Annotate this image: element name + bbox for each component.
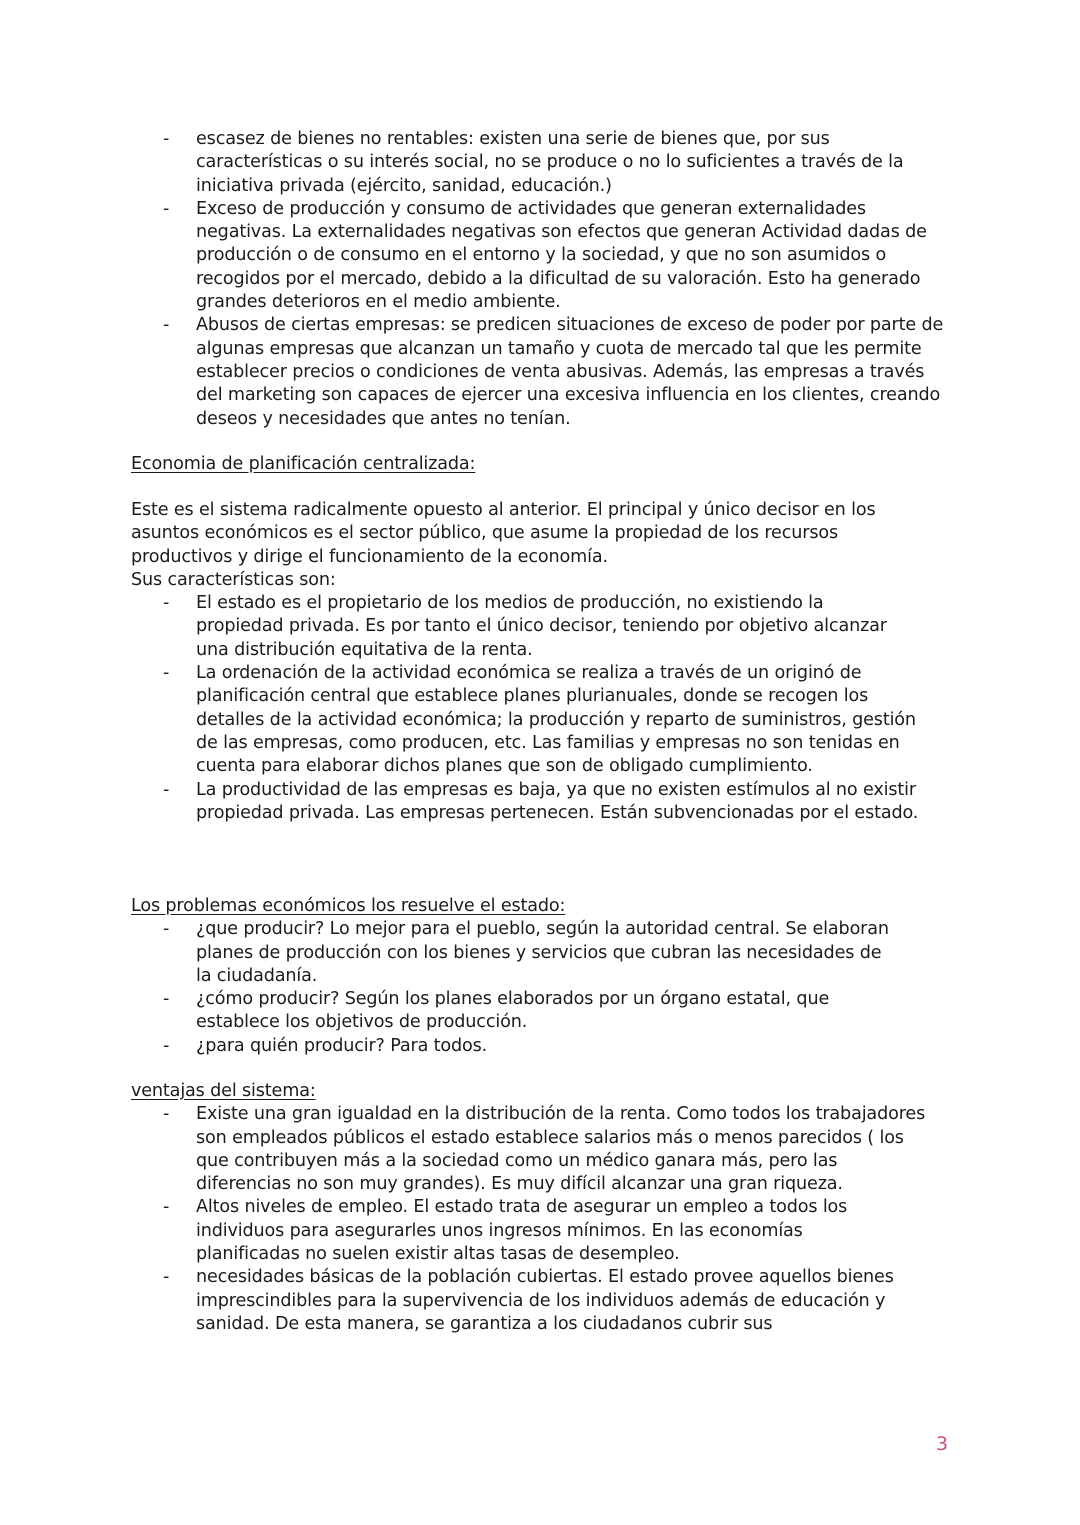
list-item-text: necesidades básicas de la población cubiertas. El estado provee aquellos bienes imprescindibles para la supervivencia de los individuos además de educación y sanidad. De esta manera, se garantiza a los ciudadanos cubrir sus [196,1267,894,1334]
section-planificacion [131,453,961,476]
bullet-dash: - [163,129,170,149]
list-item-text: La ordenación de la actividad económica se realiza a través de un originó de planificación central que establece planes plurianuales, donde se recogen los detalles de la actividad económica; la producción y reparto de suministros, gestión de las empresas, como producen, etc. Las familias y empresas no son tenidas en cuenta para elaborar dichos planes que son de obligado cumplimiento. [196,663,916,777]
list-item-text: Existe una gran igualdad en la distribución de la renta. Como todos los trabajadores son empleados públicos el estado establece salarios más o menos parecidos ( los que contribuyen más a la sociedad como un médico ganara más, pero las diferencias no son muy grandes). Es muy difícil alcanzar una gran riqueza. [196,1104,926,1195]
list-item [131,592,896,662]
list-item-text: ¿para quién producir? Para todos. [196,1035,488,1056]
bullet-dash: - [163,1104,170,1125]
list-item [131,1103,936,1196]
list-item-text: ¿cómo producir? Según los planes elaborados por un órgano estatal, que establece los objetivos de producción. [196,989,830,1033]
list-item [131,128,956,198]
ventajas-list [131,1103,961,1336]
bullet-dash: - [163,198,170,219]
list-item [131,314,944,430]
section-heading: ventajas del sistema: [131,1081,316,1101]
intro-bullet-list [131,128,961,431]
section-problemas [131,895,961,1058]
list-item-text: Abusos de ciertas empresas: se predicen situaciones de exceso de poder por parte de algunas empresas que alcanzan un tamaño y cuota de mercado tal que les permite establecer precios o condiciones de venta abusivas. Además, las empresas a través del marketing son capaces de ejercer una excesiva influencia en los clientes, creando deseos y necesidades que antes no tenían. [196,315,944,429]
intro-bullets-block [131,128,961,431]
list-item-text: El estado es el propietario de los medios de producción, no existiendo la propiedad privada. Es por tanto el único decisor, teniendo por objetivo alcanzar una distribución equitativa de la renta. [196,593,887,660]
bullet-dash: - [163,1197,170,1218]
list-item [131,198,946,314]
list-item-text: La productividad de las empresas es baja, ya que no existen estímulos al no existir propiedad privada. Las empresas pertenecen. Están subvencionadas por el estado. [196,779,919,823]
characteristics-list [131,592,943,825]
list-item-text: Altos niveles de empleo. El estado trata de asegurar un empleo a todos los individuos para asegurarles unos ingresos mínimos. En las economías planificadas no suelen existir altas tasas de desempleo. [196,1197,848,1265]
list-item [131,988,908,1035]
section-ventajas [131,1080,961,1336]
bullet-dash: - [163,989,170,1010]
bullet-dash: - [163,1267,170,1288]
bullet-dash: - [163,779,170,800]
list-item-text: escasez de bienes no rentables: existen una serie de bienes que, por sus características o su interés social, no se produce o no lo suficientes a través de la iniciativa privada (ejército, sanidad, educación.) [196,129,904,196]
list-item [131,1196,911,1266]
section-heading: Economia de planificación centralizada: [131,454,476,474]
list-item [131,1035,908,1058]
bullet-dash: - [163,919,170,940]
planificacion-body [131,499,943,825]
list-item [131,918,896,988]
list-item [131,662,941,778]
list-item-text: Exceso de producción y consumo de actividades que generan externalidades negativas. La externalidades negativas son efectos que generan Actividad dadas de producción o de consumo en el entorno y la sociedad, y que no son asumidos o recogidos por el mercado, debido a la dificultad de su valoración. Esto ha generado grandes deterioros en el medio ambiente. [196,198,927,313]
bullet-dash: - [163,1035,170,1056]
list-item-text: ¿que producir? Lo mejor para el pueblo, según la autoridad central. Se elaboran planes de producción con los bienes y servicios que cubran las necesidades de la ciudadanía. [196,919,889,986]
problemas-list [131,918,961,1058]
characteristics-lead: Sus características son: [131,569,336,590]
section-heading: Los problemas económicos los resuelve el estado: [131,896,566,916]
list-item [131,1266,951,1336]
page-number: 3 [936,1433,949,1455]
list-item [131,779,926,826]
bullet-dash: - [163,593,170,614]
bullet-dash: - [163,315,170,336]
intro-paragraph: Este es el sistema radicalmente opuesto al anterior. El principal y único decisor en los asuntos económicos es el sector público, que asume la propiedad de los recursos productivos y dirige el funcionamiento de la economía. [131,500,876,567]
bullet-dash: - [163,663,170,684]
